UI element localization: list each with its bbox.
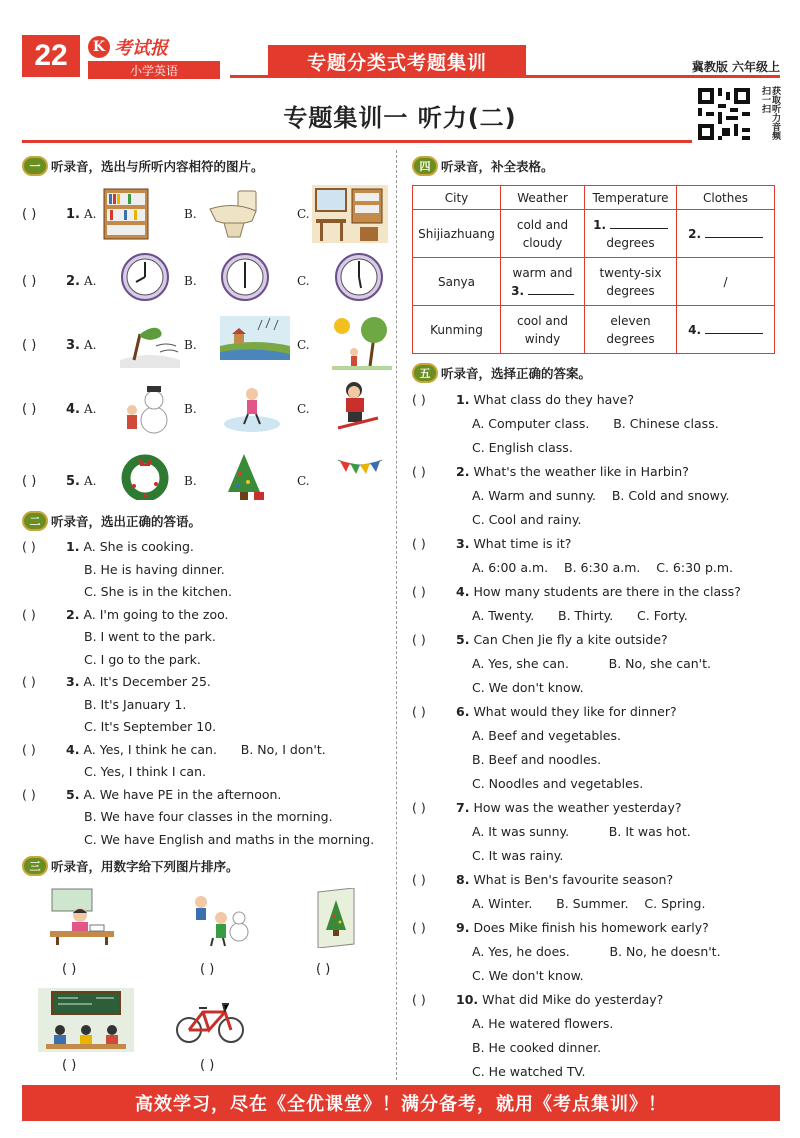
s5-q6-opt-a — [412, 724, 782, 748]
question-number: 7. — [456, 800, 470, 815]
s5-q8-opts — [412, 892, 782, 916]
cell-temperature: twenty-six degrees — [585, 258, 677, 306]
question-number: 5. — [66, 786, 80, 802]
cell-weather: cool and windy — [501, 306, 585, 354]
column-divider — [396, 150, 397, 1080]
s1-question-5 — [22, 452, 392, 514]
question-text: Can Chen Jie fly a kite outside? — [473, 632, 668, 647]
option-a-label: A. — [84, 474, 97, 488]
s5-q10-opt-b — [412, 1036, 782, 1060]
s5-q10-opt-c — [412, 1060, 782, 1084]
s5-q7-opts-c — [412, 844, 782, 868]
sunny-scene-icon[interactable] — [332, 316, 392, 370]
weather-table — [412, 185, 775, 354]
clock-icon[interactable] — [220, 252, 270, 302]
snowball-play-icon[interactable] — [183, 888, 249, 948]
question-number: 6. — [456, 704, 470, 719]
s5-q10 — [412, 988, 782, 1012]
s1-question-3 — [22, 316, 392, 378]
section3-badge: 三 — [22, 856, 48, 876]
title-divider — [22, 140, 692, 143]
option-a-label: A. — [84, 207, 97, 221]
s5-q2 — [412, 460, 782, 484]
s5-q6-opt-c — [412, 772, 782, 796]
order-paren-1[interactable]: ( ) — [62, 962, 77, 977]
options-ab[interactable]: A. Warm and sunny. B. Cold and snowy. — [472, 488, 730, 503]
qr-label: 获取听力音频 扫一扫 — [760, 86, 780, 140]
s5-q3-opts — [412, 556, 782, 580]
section1-instruction: 听录音，选出与所听内容相符的图片。 — [51, 159, 264, 174]
question-number: 8. — [456, 872, 470, 887]
option-a[interactable]: A. I'm going to the zoo. — [83, 606, 229, 622]
order-paren-4[interactable]: ( ) — [62, 1058, 77, 1073]
s2-q1-line-c — [22, 581, 392, 604]
s5-q4 — [412, 580, 782, 604]
options-ab[interactable]: A. Yes, she can. B. No, she can't. — [472, 656, 711, 671]
brand-title — [88, 34, 220, 60]
cell-clothes: / — [677, 258, 775, 306]
option-c-label: C. — [297, 274, 310, 288]
answer-paren[interactable]: ( ) — [412, 392, 426, 407]
cell-temperature: eleven degrees — [585, 306, 677, 354]
answer-paren[interactable]: ( ) — [22, 786, 36, 802]
option-b-label: B. — [184, 402, 197, 416]
s5-q3 — [412, 532, 782, 556]
s5-q5-opts — [412, 652, 782, 676]
table-row — [413, 210, 775, 258]
answer-paren[interactable]: ( ) — [22, 207, 37, 222]
question-number: 3. — [66, 674, 80, 689]
section2-questions — [22, 536, 392, 851]
option-b-label: B. — [184, 338, 197, 352]
answer-paren[interactable]: ( ) — [412, 632, 426, 647]
answer-blank[interactable] — [705, 322, 763, 334]
s2-q2-line-c — [22, 649, 392, 672]
answer-paren[interactable]: ( ) — [412, 464, 426, 479]
option-c[interactable]: C. Noodles and vegetables. — [472, 776, 644, 791]
edition-label: 冀教版 六年级上 — [691, 60, 780, 74]
question-text: What would they like for dinner? — [473, 704, 677, 719]
header-divider — [230, 75, 780, 78]
s2-q3-line-c — [22, 716, 392, 739]
windy-scene-icon[interactable] — [120, 316, 180, 368]
skating-icon[interactable] — [222, 380, 282, 434]
answer-paren[interactable]: ( ) — [412, 536, 426, 551]
skiing-icon[interactable] — [334, 380, 380, 434]
question-number: 2. — [66, 606, 80, 622]
brand-k-icon: K — [88, 36, 110, 58]
question-number: 4. — [66, 741, 80, 757]
option-c[interactable]: C. We have English and maths in the morning. — [84, 831, 375, 847]
answer-paren[interactable]: ( ) — [412, 872, 426, 887]
s1-question-4 — [22, 380, 392, 442]
option-c[interactable]: C. I go to the park. — [84, 651, 201, 667]
answer-blank[interactable] — [705, 226, 763, 238]
col-clothes: Clothes — [677, 186, 775, 210]
s2-q5-line-a — [22, 784, 392, 807]
s5-q7 — [412, 796, 782, 820]
section4-header — [412, 155, 782, 177]
option-a[interactable]: A. She is cooking. — [83, 539, 194, 554]
section5-badge: 五 — [412, 363, 438, 383]
answer-paren[interactable]: ( ) — [22, 741, 36, 757]
question-text: What class do they have? — [473, 392, 635, 407]
question-number: 2. — [456, 464, 470, 479]
cell-city: Kunming — [413, 306, 501, 354]
option-a-label: A. — [84, 274, 97, 288]
question-number: 1. — [456, 392, 470, 407]
bicycle-icon[interactable] — [175, 1000, 245, 1046]
question-number: 9. — [456, 920, 470, 935]
option-c[interactable]: C. Cool and rainy. — [472, 512, 582, 527]
blank-number: 3. — [511, 283, 525, 298]
series-title: 专题分类式考题集训 — [268, 45, 526, 77]
col-weather: Weather — [501, 186, 585, 210]
option-b[interactable]: B. I went to the park. — [84, 629, 216, 644]
col-temperature: Temperature — [585, 186, 677, 210]
brand-logo — [88, 34, 220, 80]
s5-q9 — [412, 916, 782, 940]
option-a[interactable]: A. Beef and vegetables. — [472, 728, 621, 743]
blank-number: 1. — [593, 217, 607, 232]
answer-paren[interactable]: ( ) — [22, 402, 37, 417]
question-number: 2. — [66, 274, 80, 289]
section3-instruction: 听录音，用数字给下列图片排序。 — [51, 859, 239, 874]
s2-q2-line-a — [22, 604, 392, 627]
party-banner-icon[interactable] — [336, 452, 384, 482]
s2-q3-line-b — [22, 694, 392, 717]
option-b-label: B. — [184, 207, 197, 221]
s5-q6-opt-b — [412, 748, 782, 772]
question-text: What's the weather like in Harbin? — [473, 464, 689, 479]
s5-q2-opts-c — [412, 508, 782, 532]
section5-header — [412, 362, 782, 384]
options-abc[interactable]: A. 6:00 a.m. B. 6:30 a.m. C. 6:30 p.m. — [472, 560, 734, 575]
cell-weather — [501, 258, 585, 306]
page-title: 专题集训一 听力(二) — [283, 104, 517, 132]
page-number: 22 — [22, 35, 80, 77]
question-number: 5. — [456, 632, 470, 647]
s5-q5-opts-c — [412, 676, 782, 700]
option-b[interactable]: B. He is having dinner. — [84, 561, 225, 577]
option-b-label: B. — [184, 274, 197, 288]
section3-header — [22, 855, 392, 877]
option-a-label: A. — [84, 338, 97, 352]
option-b[interactable]: B. Beef and noodles. — [472, 752, 602, 767]
option-c[interactable]: C. English class. — [472, 440, 573, 455]
question-number: 4. — [456, 584, 470, 599]
s2-q2-line-b — [22, 626, 392, 649]
s2-q4-line-ab — [22, 739, 392, 762]
s2-q5-line-c — [22, 829, 392, 852]
s5-q6 — [412, 700, 782, 724]
room-icon[interactable] — [312, 185, 388, 243]
option-a-label: A. — [84, 402, 97, 416]
answer-paren[interactable]: ( ) — [412, 704, 426, 719]
brand-text: 考试报 — [114, 38, 168, 59]
cell-clothes — [677, 306, 775, 354]
option-a[interactable]: A. He watered flowers. — [472, 1016, 614, 1031]
answer-paren[interactable]: ( ) — [412, 920, 426, 935]
question-text: What is Ben's favourite season? — [473, 872, 674, 887]
cell-city: Sanya — [413, 258, 501, 306]
clock-icon[interactable] — [334, 252, 384, 302]
s5-q1 — [412, 388, 782, 412]
options-ab[interactable]: A. Computer class. B. Chinese class. — [472, 416, 719, 431]
options-abc[interactable]: A. Winter. B. Summer. C. Spring. — [472, 896, 706, 911]
option-c[interactable]: C. He watched TV. — [472, 1064, 586, 1079]
answer-paren[interactable]: ( ) — [412, 584, 426, 599]
option-c[interactable]: C. We don't know. — [472, 680, 584, 695]
s2-q1-line-b — [22, 559, 392, 582]
blank-number: 4. — [688, 322, 702, 337]
s5-q5 — [412, 628, 782, 652]
order-paren-2[interactable]: ( ) — [200, 962, 215, 977]
s5-q1-opts-c — [412, 436, 782, 460]
christmas-card-icon[interactable] — [314, 888, 358, 948]
s2-q1-line-a — [22, 536, 392, 559]
brand-subtitle: 小学英语 — [88, 61, 220, 79]
question-number: 3. — [66, 338, 80, 353]
option-a-b[interactable]: A. Yes, I think he can. B. No, I don't. — [83, 741, 326, 757]
section1-badge: 一 — [22, 156, 48, 176]
question-text: How was the weather yesterday? — [473, 800, 682, 815]
option-c-label: C. — [297, 338, 310, 352]
classroom-icon[interactable] — [38, 988, 134, 1052]
section4-badge: 四 — [412, 156, 438, 176]
order-paren-3[interactable]: ( ) — [316, 962, 331, 977]
table-row — [413, 306, 775, 354]
s5-q2-opts — [412, 484, 782, 508]
question-number: 5. — [66, 474, 80, 489]
s2-q3-line-a — [22, 671, 392, 694]
section2-header — [22, 510, 392, 532]
question-number: 3. — [456, 536, 470, 551]
answer-paren[interactable]: ( ) — [22, 274, 37, 289]
question-number: 1. — [66, 539, 80, 554]
section1-header — [22, 155, 392, 177]
option-c-label: C. — [297, 402, 310, 416]
s5-q10-opt-a — [412, 1012, 782, 1036]
s1-question-1 — [22, 185, 392, 247]
option-a[interactable]: A. We have PE in the afternoon. — [83, 786, 282, 802]
s1-question-2 — [22, 252, 392, 314]
question-text: How many students are there in the class? — [473, 584, 741, 599]
s5-q8 — [412, 868, 782, 892]
answer-paren[interactable]: ( ) — [412, 992, 426, 1007]
s2-q4-line-c — [22, 761, 392, 784]
girl-studying-icon[interactable] — [50, 885, 114, 945]
qr-code-icon[interactable] — [698, 88, 750, 140]
cell-clothes — [677, 210, 775, 258]
section5-questions — [412, 388, 782, 1084]
answer-paren[interactable]: ( ) — [22, 338, 37, 353]
wreath-icon[interactable] — [120, 452, 170, 500]
option-c-label: C. — [297, 207, 310, 221]
option-b[interactable]: B. It's January 1. — [84, 696, 187, 712]
answer-paren[interactable]: ( ) — [22, 606, 36, 622]
clock-icon[interactable] — [120, 252, 170, 302]
s5-q9-opts-c — [412, 964, 782, 988]
question-number: 10. — [456, 992, 479, 1007]
question-text: What did Mike do yesterday? — [482, 992, 664, 1007]
s5-q1-opts — [412, 412, 782, 436]
question-text: Does Mike finish his homework early? — [473, 920, 709, 935]
options-ab[interactable]: A. Yes, he does. B. No, he doesn't. — [472, 944, 721, 959]
section5-instruction: 听录音，选择正确的答案。 — [441, 366, 592, 381]
footer-banner: 高效学习，尽在《全优课堂》！满分备考，就用《考点集训》！ — [22, 1085, 780, 1121]
cell-temperature — [585, 210, 677, 258]
bookshelf-icon[interactable] — [98, 185, 154, 241]
weather-text: warm and — [512, 265, 573, 280]
option-c[interactable]: C. It's September 10. — [84, 719, 217, 734]
question-number: 4. — [66, 402, 80, 417]
option-c-label: C. — [297, 474, 310, 488]
s5-q7-opts — [412, 820, 782, 844]
answer-paren[interactable]: ( ) — [22, 539, 36, 554]
answer-paren[interactable]: ( ) — [412, 800, 426, 815]
answer-paren[interactable]: ( ) — [22, 674, 36, 689]
col-city: City — [413, 186, 501, 210]
answer-blank[interactable] — [610, 217, 668, 229]
s5-q4-opts — [412, 604, 782, 628]
option-c[interactable]: C. It was rainy. — [472, 848, 564, 863]
snowman-icon[interactable] — [120, 380, 174, 436]
blank-number: 2. — [688, 226, 702, 241]
question-text: What time is it? — [473, 536, 572, 551]
option-c[interactable]: C. We don't know. — [472, 968, 584, 983]
cell-city: Shijiazhuang — [413, 210, 501, 258]
section2-badge: 二 — [22, 511, 48, 531]
option-c[interactable]: C. Yes, I think I can. — [84, 764, 206, 779]
option-b-label: B. — [184, 474, 197, 488]
section4-instruction: 听录音，补全表格。 — [441, 159, 554, 174]
option-b[interactable]: B. He cooked dinner. — [472, 1040, 602, 1055]
option-a[interactable]: A. It's December 25. — [83, 674, 211, 689]
toilet-icon[interactable] — [204, 185, 264, 241]
option-c[interactable]: C. She is in the kitchen. — [84, 584, 233, 599]
order-paren-5[interactable]: ( ) — [200, 1058, 215, 1073]
answer-blank[interactable] — [528, 283, 574, 295]
table-header-row — [413, 186, 775, 210]
s5-q9-opts — [412, 940, 782, 964]
christmas-tree-icon[interactable] — [220, 452, 268, 502]
options-ab[interactable]: A. It was sunny. B. It was hot. — [472, 824, 691, 839]
section2-instruction: 听录音，选出正确的答语。 — [51, 514, 202, 529]
s2-q5-line-b — [22, 806, 392, 829]
option-b[interactable]: B. We have four classes in the morning. — [84, 809, 333, 824]
answer-paren[interactable]: ( ) — [22, 474, 37, 489]
question-number: 1. — [66, 207, 80, 222]
rainy-scene-icon[interactable] — [220, 316, 290, 360]
cell-weather: cold and cloudy — [501, 210, 585, 258]
temperature-unit: degrees — [606, 235, 655, 250]
options-abc[interactable]: A. Twenty. B. Thirty. C. Forty. — [472, 608, 688, 623]
table-row — [413, 258, 775, 306]
